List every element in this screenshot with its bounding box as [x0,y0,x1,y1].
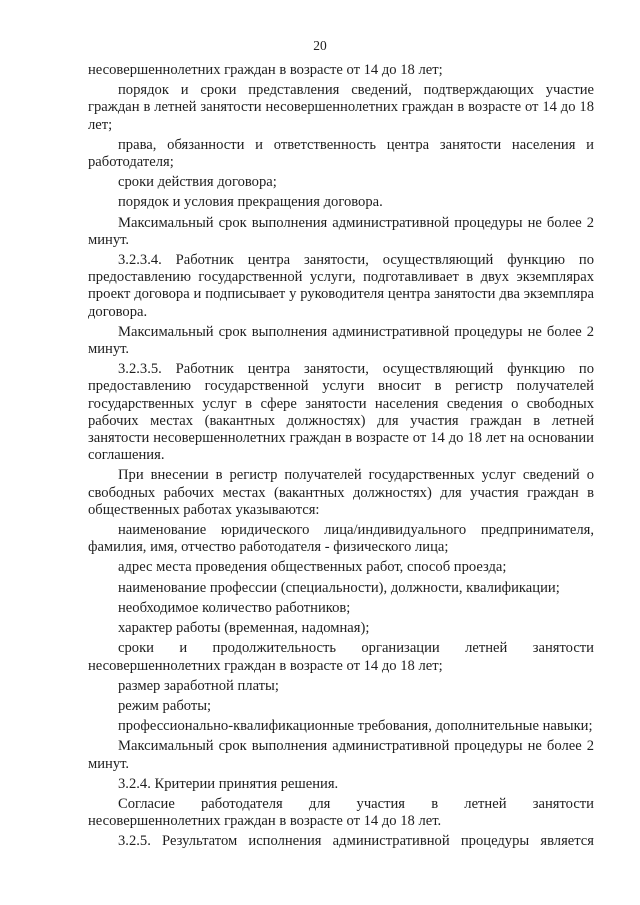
paragraph: размер заработной платы; [118,677,279,694]
paragraph: 3.2.3.5. Работник центра занятости, осуществляющий функцию по предоставлению государственной услуги вносит в регистр получателей государственных услуг в сфере занятости населения сведения о свободных рабочих местах (вакантных должностях) для участия граждан в летней занятости несовершеннолетних граждан в возрасте от 14 до 18 лет на основании соглашения. [88,361,594,464]
page-number: 20 [313,38,327,53]
paragraph: Согласие работодателя для участия в летней занятости несовершеннолетних граждан в возрасте от 14 до 18 лет. [88,795,594,830]
paragraph: порядок и сроки представления сведений, подтверждающих участие граждан в летней занятости несовершеннолетних граждан в возрасте от 14 до 18 лет; [88,82,594,133]
paragraph: необходимое количество работников; [118,599,351,616]
paragraph: При внесении в регистр получателей государственных услуг сведений о свободных рабочих местах (вакантных должностях) для участия граждан в общественных работах указываются: [88,467,594,518]
paragraph: наименование юридического лица/индивидуального предпринимателя, фамилия, имя, отчество работодателя - физического лица; [88,522,594,556]
paragraph: порядок и условия прекращения договора. [118,194,383,211]
paragraph: профессионально-квалификационные требования, дополнительные навыки; [118,718,593,735]
paragraph: 3.2.3.4. Работник центра занятости, осуществляющий функцию по предоставлению государственной услуги, подготавливает в двух экземплярах проект договора и подписывает у руководителя центра занятости два экземпляра договора. [88,252,594,320]
paragraph: характер работы (временная, надомная); [118,620,370,637]
paragraph: 3.2.4. Критерии принятия решения. [118,775,339,792]
document-body [88,62,594,854]
paragraph: наименование профессии (специальности), должности, квалификации; [118,579,560,596]
paragraph: сроки действия договора; [118,174,277,191]
paragraph: Максимальный срок выполнения административной процедуры не более 2 минут. [88,323,594,358]
paragraph: режим работы; [118,697,212,714]
paragraph: 3.2.5. Результатом исполнения административной процедуры является [118,833,594,850]
paragraph: несовершеннолетних граждан в возрасте от 14 до 18 лет; [88,62,443,78]
paragraph: Максимальный срок выполнения административной процедуры не более 2 минут. [88,214,594,248]
paragraph: сроки и продолжительность организации летней занятости несовершеннолетних граждан в возрасте от 14 до 18 лет; [88,640,594,674]
paragraph: права, обязанности и ответственность центра занятости населения и работодателя; [88,136,594,171]
paragraph: Максимальный срок выполнения административной процедуры не более 2 минут. [88,738,594,772]
paragraph: адрес места проведения общественных работ, способ проезда; [118,559,507,576]
